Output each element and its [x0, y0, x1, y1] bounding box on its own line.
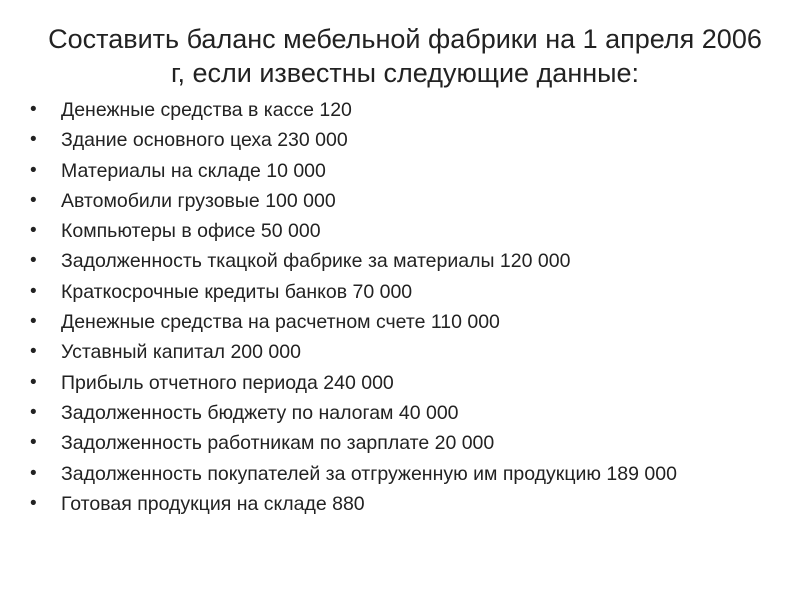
bullet-icon: • [30, 311, 37, 333]
list-item-text: Задолженность работникам по зарплате 20 000 [61, 432, 495, 455]
bullet-icon: • [30, 432, 37, 454]
list-item [30, 461, 780, 487]
list-item [30, 248, 780, 274]
bullet-icon: • [30, 280, 37, 302]
list-item [30, 218, 780, 244]
list-item-text: Задолженность ткацкой фабрике за материалы 120 000 [61, 250, 571, 273]
data-list [30, 97, 780, 521]
bullet-icon: • [30, 462, 37, 484]
list-item-text: Компьютеры в офисе 50 000 [61, 220, 321, 243]
list-item [30, 188, 780, 214]
list-item [30, 430, 780, 456]
bullet-icon: • [30, 189, 37, 211]
list-item [30, 127, 780, 153]
bullet-icon: • [30, 99, 37, 120]
list-item [30, 158, 780, 184]
list-item [30, 400, 780, 426]
list-item-text: Денежные средства на расчетном счете 110 000 [61, 311, 500, 334]
bullet-icon: • [30, 159, 37, 181]
list-item-text: Задолженность бюджету по налогам 40 000 [61, 401, 459, 424]
list-item [30, 309, 780, 335]
list-item-text: Уставный капитал 200 000 [61, 341, 301, 364]
list-item [30, 370, 780, 396]
bullet-icon: • [30, 220, 37, 242]
list-item [30, 97, 780, 123]
slide-title-line-2: г, если известны следующие данные: [170, 58, 640, 88]
list-item-text: Денежные средства в кассе 120 [61, 99, 352, 121]
list-item [30, 339, 780, 365]
bullet-icon: • [30, 371, 37, 393]
list-item [30, 279, 780, 305]
list-item-text: Готовая продукция на складе 880 [61, 492, 365, 515]
slide-title [40, 22, 770, 90]
bullet-icon: • [30, 250, 37, 272]
list-item-text: Краткосрочные кредиты банков 70 000 [61, 280, 413, 303]
bullet-icon: • [30, 492, 37, 514]
list-item-text: Задолженность покупателей за отгруженную им продукцию 189 000 [61, 462, 677, 485]
list-item-text: Прибыль отчетного периода 240 000 [61, 371, 394, 394]
list-item-text: Автомобили грузовые 100 000 [61, 189, 336, 212]
bullet-icon: • [30, 401, 37, 423]
slide-title-line-1: Составить баланс мебельной фабрики на 1 апреля 2006 [48, 24, 762, 54]
list-item-text: Здание основного цеха 230 000 [61, 129, 348, 152]
list-item [30, 491, 780, 517]
list-item-text: Материалы на складе 10 000 [61, 159, 326, 182]
bullet-icon: • [30, 341, 37, 363]
bullet-icon: • [30, 129, 37, 151]
